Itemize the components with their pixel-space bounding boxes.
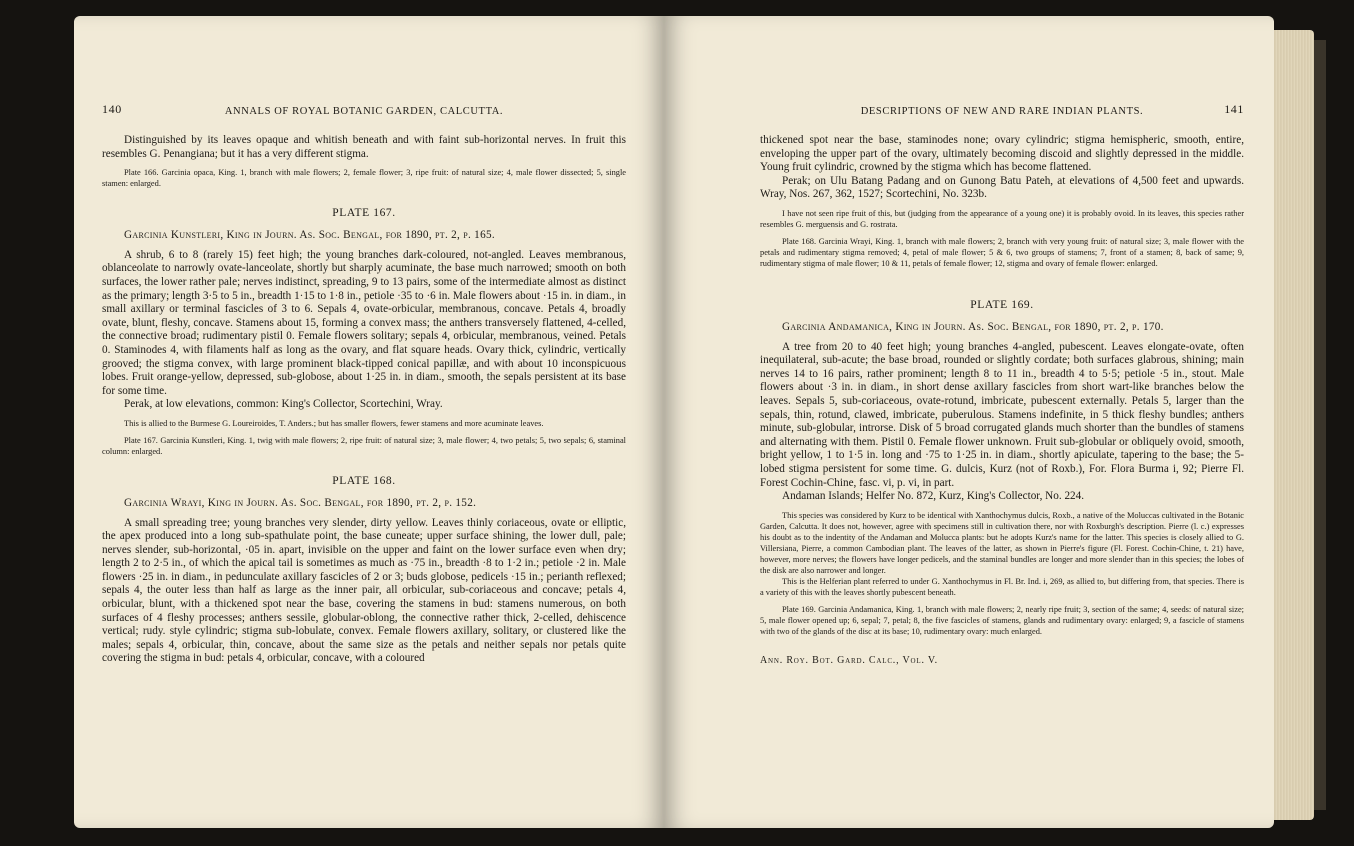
plate-caption-169: Plate 169. Garcinia Andamanica, King. 1, branch with male flowers; 2, nearly ripe fruit; 3, section of the same; 4, seeds: of natural size; 5, male flower opened up; 6, sepal; 7, petal; 8, the five fascicles of stamens, glands and rudimentary ovary: enlarged; 9, a fascicle of stamens with two of the glands of the disc at its base; 10, rudimentary ovary: much enlarged. [760,604,1244,636]
right-page-header [760,102,1244,128]
book-page-edges [1274,30,1314,820]
intro-paragraph: Distinguished by its leaves opaque and whitish beneath and with faint sub-horizontal nerves. In fruit this resembles G. Penangiana; but it has a very different stigma. [102,134,626,160]
running-title: DESCRIPTIONS OF NEW AND RARE INDIAN PLANTS. [860,106,1144,117]
right-page-content [760,16,1244,666]
locality-168: Perak; on Ulu Batang Padang and on Gunong Batu Pateh, at elevations of 4,500 feet and upwards. Wray, Nos. 267, 362, 1527; Scortechini, No. 323b. [760,174,1244,201]
journal-footer: Ann. Roy. Bot. Gard. Calc., Vol. V. [760,654,938,666]
plate-heading-169: PLATE 169. [970,298,1034,311]
plate-caption-167: Plate 167. Garcinia Kunstleri, King. 1, twig with male flowers; 2, ripe fruit: of natural size; 3, male flower; 4, two petals; 5, two sepals; 6, staminal column: enlarged. [102,435,626,456]
species-heading-168: Garcinia Wrayi, King in Journ. As. Soc. Bengal, for 1890, pt. 2, p. 152. [124,496,477,509]
plate-heading-167: PLATE 167. [332,207,396,220]
locality-167: Perak, at low elevations, common: King's Collector, Scortechini, Wray. [124,398,443,411]
left-page [74,16,664,828]
right-page [664,16,1274,828]
plate-heading-168: PLATE 168. [332,474,396,487]
note-168: I have not seen ripe fruit of this, but (judging from the appearance of a young one) it is probably ovoid. In its leaves, this species rather resembles G. merguensis and G. rostrata. [760,208,1244,229]
locality-169: Andaman Islands; Helfer No. 872, Kurz, King's Collector, No. 224. [782,490,1085,503]
book-cover-edge [1314,40,1326,810]
left-page-header [102,102,626,128]
note-169: This species was considered by Kurz to be identical with Xanthochymus dulcis, Roxb., a native of the Moluccas cultivated in the Botanic Garden, Calcutta. It does not, however, agree with specimens still in cultivation there, nor with Roxburgh's description. Pierre (l. c.) expresses his doubt as to the indentity of the Andaman and Molucca plants: but he adopts Kurz's name for the latter. This species is closely allied to G. Villersiana, Pierre, a common Cambodian plant. The leaves of the latter, as shown in Pierre's figure (Fl. Forest. Cochin-Chine, t. 21) have, however, more nerves; the flowers have longer pedicels, and the staminal bundles are longer and more slender than in this species; the lobes of the disk are also narrower and longer. [760,510,1244,575]
continuation-168: thickened spot near the base, staminodes none; ovary cylindric; stigma hemispheric, smooth, entire, enveloping the upper part of the ovary, ultimately becoming discoid and slightly depressed in the middle. Young fruit cylindric, crowned by the stigma which has become flattened. [760,134,1244,174]
note-169-helfer: This is the Helferian plant referred to under G. Xanthochymus in Fl. Br. Ind. i, 269, as allied to, but differing from, that species. There is a variety of this with the leaves shortly pubescent beneath. [760,576,1244,597]
species-heading-167: Garcinia Kunstleri, King in Journ. As. Soc. Bengal, for 1890, pt. 2, p. 165. [124,229,495,242]
running-title: ANNALS OF ROYAL BOTANIC GARDEN, CALCUTTA. [224,106,504,117]
plate-caption-168: Plate 168. Garcinia Wrayi, King. 1, branch with male flowers; 2, branch with very young fruit: of natural size; 3, male flower with the petals and rudimentary stigma removed; 4, petal of male flower; 5 & 6, two groups of stamens; 7, front of a stamen; 8, back of same; 9, rudimentary stigma of male flower; 10 & 11, petals of female flower; 12, stigma and ovary of female flower: enlarged. [760,236,1244,268]
plate-caption-166: Plate 166. Garcinia opaca, King. 1, branch with male flowers; 2, female flower; 3, ripe fruit: of natural size; 4, male flower dissected; 5, single stamen: enlarged. [102,168,626,189]
description-169: A tree from 20 to 40 feet high; young branches 4-angled, pubescent. Leaves elongate-ovate, often inequilateral, sub-acute; the base broad, rounded or slightly cordate; both surfaces glabrous, shining; main nerves 14 to 16 pairs, rather prominent; length 8 to 11 in., breadth 4 to 5·5; petiole ·5 in., stout. Male flowers about ·3 in. in diam., in short dense axillary fascicles from short wart-like branches below the leaves. Sepals 5, sub-coriaceous, ovate-rotund, imbricate, pubescent externally. Petals 5, larger than the sepals, thin, rotund, clawed, imbricate, puberulous. Stamens indefinite, in 5 thick fleshy bundles; anthers minute, sub-globular, introrse. Disk of 5 broad corrugated glands much shorter than the bundles of stamens and alternating with them. Pistil 0. Female flower unknown. Fruit sub-globular or obliquely ovoid, smooth, bright yellow, 1 to 1·5 in. long and ·75 to 1·25 in. in diam., shortly apiculate, tapering to the base; the 5-lobed stigma persistent for some time. G. dulcis, Kurz (not of Roxb.), For. Flora Burma i, 92; Pierre Fl. Forest Cochin-Chine, fasc. vi, p. vi, in part. [760,340,1244,489]
left-page-content [102,16,626,666]
description-168: A small spreading tree; young branches very slender, dirty yellow. Leaves thinly coriaceous, ovate or elliptic, the apex produced into a long sub-spathulate point, the base cuneate; upper surface shining, the lower dull, pale; nerves slender, sub-horizontal, ·05 in. apart, invisible on the upper and faint on the lower surface even when dry; length 2 to 2·5 in., of which the apical tail is sometimes as much as ·75 in., breadth ·8 to 1·2 in.; petiole ·2 in. Male flowers ·25 in. in diam., in pedunculate axillary fascicles of 2 or 3; buds globose, pedicels ·15 in.; perianth reflexed; sepals 4, the outer less than half as large as the inner pair, all orbicular, sub-coriaceous and concave; petals 4, orbicular, blunt, with a thickened spot near the base, covering the stamens in bud: stamens numerous, on both surfaces of 4 fleshy processes; anthers sessile, globular-oblong, the connective rather thick, 2-celled, dehiscence vertical; rudy. style cylindric; stigma sub-lobulate, convex. Female flowers axillary, solitary, or clustered like the males; sepals 4, orbicular, thin, concave, about the same size as the petals and neither sepals nor petals quite covering the stigma in bud: petals 4, orbicular, concave, with a coloured [102,516,626,665]
page-number: 141 [1224,102,1244,116]
species-heading-169: Garcinia Andamanica, King in Journ. As. Soc. Bengal, for 1890, pt. 2, p. 170. [782,320,1164,333]
note-167: This is allied to the Burmese G. Loureiroides, T. Anders.; but has smaller flowers, fewer stamens and more acuminate leaves. [124,418,544,428]
description-167: A shrub, 6 to 8 (rarely 15) feet high; the young branches dark-coloured, not-angled. Leaves membranous, oblanceolate to narrowly ovate-lanceolate, shortly but sharply acuminate, the base much narrowed; smooth on both surfaces, the lower rather pale; nerves indistinct, spreading, 9 to 13 pairs, some of the intermediate almost as distinct as the primary; length 3·5 to 5 in., breadth 1·15 to 1·8 in., petiole ·35 to ·6 in. Male flowers about ·15 in. in diam., in small axillary or terminal fascicles of 3 to 6. Sepals 4, ovate-orbicular, membranous, concave. Petals 4, broadly ovate, blunt, fleshy, concave. Stamens about 15, forming a convex mass; the anthers transversely flattened, 4-celled, the connective broad; rudimentary pistil 0. Female flowers solitary; sepals 4, orbicular, membranous, veined. Petals 0. Staminodes 4, with filaments half as long as the ovary, and flat square heads. Ovary thick, cylindric, vertically grooved; the stigma convex, with large prominent black-tipped conical papillæ, and with about 10 inconspicuous lobes. Fruit orange-yellow, depressed, sub-globose, about 1·25 in. in diam., smooth, the sepals persistent at its base for some time. [102,248,626,397]
page-number: 140 [102,102,122,116]
